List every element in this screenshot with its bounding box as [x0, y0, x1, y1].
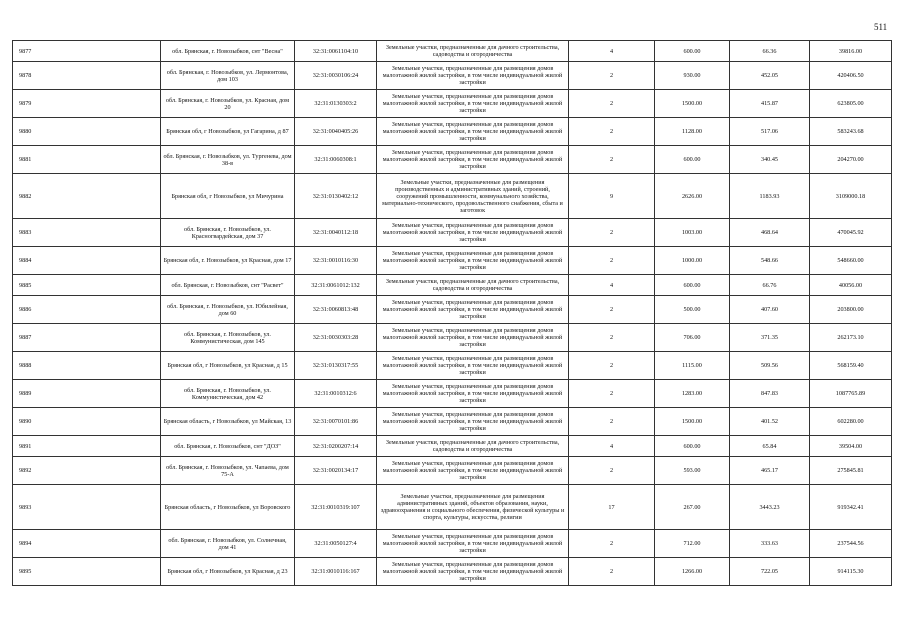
table-body: [13, 41, 892, 586]
row-number: 9878: [13, 62, 161, 90]
cadastral-value-cell: 40056.00: [810, 275, 892, 296]
land-use-cell: Земельные участки, предназначенные для размещения домов малоэтажной жилой застройки, в том числе индивидуальной жилой застройки: [377, 352, 569, 380]
row-number: 9889: [13, 380, 161, 408]
table-row: [13, 324, 892, 352]
land-use-cell: Земельные участки, предназначенные для размещения домов малоэтажной жилой застройки, в том числе индивидуальной жилой застройки: [377, 296, 569, 324]
cadastral-number-cell: 32:31:0010116:167: [295, 558, 377, 586]
rate-cell: 847.83: [730, 380, 810, 408]
address-cell: обл. Брянская, г. Новозыбков, ул. Тургенева, дом 38-в: [161, 146, 295, 174]
cadastral-value-cell: 623805.00: [810, 90, 892, 118]
rate-cell: 517.06: [730, 118, 810, 146]
cadastral-number-cell: 32:31:0200207:14: [295, 436, 377, 457]
cadastral-number-cell: 32:31:0030106:24: [295, 62, 377, 90]
group-cell: 4: [569, 436, 655, 457]
cadastral-number-cell: 32:31:0060308:1: [295, 146, 377, 174]
cadastral-value-cell: 237544.56: [810, 530, 892, 558]
address-cell: Брянская обл, г Новозыбков, ул Гагарина, д 87: [161, 118, 295, 146]
row-number: 9891: [13, 436, 161, 457]
area-cell: 593.00: [655, 457, 730, 485]
row-number: 9884: [13, 247, 161, 275]
table-row: [13, 146, 892, 174]
address-cell: Брянская обл, г Новозыбков, ул Мичурина: [161, 174, 295, 219]
row-number: 9882: [13, 174, 161, 219]
cadastral-number-cell: 32:31:0061012:132: [295, 275, 377, 296]
group-cell: 2: [569, 530, 655, 558]
address-cell: обл. Брянская, г. Новозыбков, ул. Красная, дом 20: [161, 90, 295, 118]
cadastral-value-cell: 204270.00: [810, 146, 892, 174]
rate-cell: 340.45: [730, 146, 810, 174]
area-cell: 1000.00: [655, 247, 730, 275]
row-number: 9892: [13, 457, 161, 485]
row-number: 9888: [13, 352, 161, 380]
rate-cell: 548.66: [730, 247, 810, 275]
row-number: 9895: [13, 558, 161, 586]
address-cell: Брянская обл, г Новозыбков, ул Красная, д 15: [161, 352, 295, 380]
rate-cell: 66.76: [730, 275, 810, 296]
table-row: [13, 352, 892, 380]
rate-cell: 722.05: [730, 558, 810, 586]
address-cell: обл. Брянская, г. Новозыбков, ул. Чапаева, дом 75-А: [161, 457, 295, 485]
land-use-cell: Земельные участки, предназначенные для размещения домов малоэтажной жилой застройки, в том числе индивидуальной жилой застройки: [377, 62, 569, 90]
table-row: [13, 41, 892, 62]
table-row: [13, 62, 892, 90]
address-cell: обл. Брянская, г. Новозыбков, ул. Солнечная, дом 41: [161, 530, 295, 558]
cadastral-number-cell: 32:31:0010312:6: [295, 380, 377, 408]
group-cell: 4: [569, 41, 655, 62]
cadastral-value-cell: 39504.00: [810, 436, 892, 457]
group-cell: 2: [569, 324, 655, 352]
address-cell: обл. Брянская, г. Новозыбков, ул. Лермонтова, дом 103: [161, 62, 295, 90]
table-row: [13, 380, 892, 408]
address-cell: обл. Брянская, г. Новозыбков, ул. Коммунистическая, дом 145: [161, 324, 295, 352]
area-cell: 706.00: [655, 324, 730, 352]
area-cell: 1500.00: [655, 408, 730, 436]
area-cell: 600.00: [655, 146, 730, 174]
cadastral-number-cell: 32:31:0130303:2: [295, 90, 377, 118]
land-use-cell: Земельные участки, предназначенные для размещения производственных и административных зданий, строений, сооружений промышленности, коммунального хозяйства, материально-технического, продовольственного снабжения, сбыта и заготовок: [377, 174, 569, 219]
group-cell: 2: [569, 90, 655, 118]
land-use-cell: Земельные участки, предназначенные для размещения домов малоэтажной жилой застройки, в том числе индивидуальной жилой застройки: [377, 324, 569, 352]
row-number: 9881: [13, 146, 161, 174]
group-cell: 2: [569, 118, 655, 146]
land-use-cell: Земельные участки, предназначенные для дачного строительства, садоводства и огородничества: [377, 275, 569, 296]
area-cell: 267.00: [655, 485, 730, 530]
cadastral-number-cell: 32:31:0020134:17: [295, 457, 377, 485]
address-cell: Брянская область, г Новозыбков, ул Воровского: [161, 485, 295, 530]
group-cell: 2: [569, 457, 655, 485]
cadastral-value-cell: 548660.00: [810, 247, 892, 275]
land-use-cell: Земельные участки, предназначенные для размещения домов малоэтажной жилой застройки, в том числе индивидуальной жилой застройки: [377, 380, 569, 408]
cadastral-table: [12, 40, 892, 586]
rate-cell: 371.35: [730, 324, 810, 352]
cadastral-number-cell: 32:31:0050127:4: [295, 530, 377, 558]
row-number: 9877: [13, 41, 161, 62]
group-cell: 2: [569, 558, 655, 586]
cadastral-value-cell: 919342.41: [810, 485, 892, 530]
group-cell: 4: [569, 275, 655, 296]
cadastral-value-cell: 1087765.89: [810, 380, 892, 408]
cadastral-number-cell: 32:31:0061104:10: [295, 41, 377, 62]
cadastral-number-cell: 32:31:0040405:26: [295, 118, 377, 146]
table-row: [13, 296, 892, 324]
area-cell: 1003.00: [655, 219, 730, 247]
rate-cell: 452.05: [730, 62, 810, 90]
area-cell: 1266.00: [655, 558, 730, 586]
table-row: [13, 485, 892, 530]
land-use-cell: Земельные участки, предназначенные для размещения домов малоэтажной жилой застройки, в том числе индивидуальной жилой застройки: [377, 90, 569, 118]
row-number: 9886: [13, 296, 161, 324]
row-number: 9890: [13, 408, 161, 436]
table-row: [13, 118, 892, 146]
cadastral-number-cell: 32:31:0030303:28: [295, 324, 377, 352]
area-cell: 600.00: [655, 41, 730, 62]
area-cell: 600.00: [655, 275, 730, 296]
table-row: [13, 219, 892, 247]
cadastral-number-cell: 32:31:0130402:12: [295, 174, 377, 219]
area-cell: 1115.00: [655, 352, 730, 380]
cadastral-value-cell: 568159.40: [810, 352, 892, 380]
cadastral-value-cell: 583243.68: [810, 118, 892, 146]
table-row: [13, 174, 892, 219]
area-cell: 1128.00: [655, 118, 730, 146]
area-cell: 1500.00: [655, 90, 730, 118]
address-cell: обл. Брянская, г. Новозыбков, снт "Расвет": [161, 275, 295, 296]
rate-cell: 66.36: [730, 41, 810, 62]
cadastral-value-cell: 39816.00: [810, 41, 892, 62]
group-cell: 2: [569, 408, 655, 436]
table-row: [13, 558, 892, 586]
address-cell: обл. Брянская, г. Новозыбков, ул. Красногвардейская, дом 37: [161, 219, 295, 247]
table-row: [13, 530, 892, 558]
cadastral-value-cell: 275845.81: [810, 457, 892, 485]
row-number: 9883: [13, 219, 161, 247]
row-number: 9893: [13, 485, 161, 530]
area-cell: 2626.00: [655, 174, 730, 219]
group-cell: 17: [569, 485, 655, 530]
rate-cell: 1183.93: [730, 174, 810, 219]
land-use-cell: Земельные участки, предназначенные для размещения домов малоэтажной жилой застройки, в том числе индивидуальной жилой застройки: [377, 146, 569, 174]
row-number: 9885: [13, 275, 161, 296]
table-row: [13, 457, 892, 485]
address-cell: Брянская обл, г. Новозыбков, ул Красная, дом 17: [161, 247, 295, 275]
group-cell: 2: [569, 62, 655, 90]
rate-cell: 468.64: [730, 219, 810, 247]
table-row: [13, 247, 892, 275]
land-use-cell: Земельные участки, предназначенные для размещения домов малоэтажной жилой застройки, в том числе индивидуальной жилой застройки: [377, 558, 569, 586]
land-use-cell: Земельные участки, предназначенные для размещения домов малоэтажной жилой застройки, в том числе индивидуальной жилой застройки: [377, 118, 569, 146]
row-number: 9894: [13, 530, 161, 558]
cadastral-number-cell: 32:31:0040112:18: [295, 219, 377, 247]
address-cell: обл. Брянская, г. Новозыбков, ул. Коммунистическая, дом 42: [161, 380, 295, 408]
area-cell: 712.00: [655, 530, 730, 558]
land-use-cell: Земельные участки, предназначенные для размещения домов малоэтажной жилой застройки, в том числе индивидуальной жилой застройки: [377, 408, 569, 436]
rate-cell: 401.52: [730, 408, 810, 436]
group-cell: 2: [569, 352, 655, 380]
cadastral-value-cell: 470045.92: [810, 219, 892, 247]
rate-cell: 333.63: [730, 530, 810, 558]
cadastral-value-cell: 914115.30: [810, 558, 892, 586]
area-cell: 1283.00: [655, 380, 730, 408]
cadastral-number-cell: 32:31:0060813:48: [295, 296, 377, 324]
table-row: [13, 408, 892, 436]
address-cell: Брянская область, г Новозыбков, ул Майская, 13: [161, 408, 295, 436]
land-use-cell: Земельные участки, предназначенные для размещения домов малоэтажной жилой застройки, в том числе индивидуальной жилой застройки: [377, 247, 569, 275]
land-use-cell: Земельные участки, предназначенные для дачного строительства, садоводства и огородничества: [377, 41, 569, 62]
cadastral-value-cell: 602280.00: [810, 408, 892, 436]
rate-cell: 415.87: [730, 90, 810, 118]
address-cell: Брянская обл, г Новозыбков, ул Красная, д 23: [161, 558, 295, 586]
cadastral-number-cell: 32:31:0070101:86: [295, 408, 377, 436]
area-cell: 930.00: [655, 62, 730, 90]
rate-cell: 509.56: [730, 352, 810, 380]
area-cell: 500.00: [655, 296, 730, 324]
cadastral-value-cell: 3109000.18: [810, 174, 892, 219]
row-number: 9887: [13, 324, 161, 352]
area-cell: 600.00: [655, 436, 730, 457]
page-number: 511: [874, 22, 888, 32]
cadastral-value-cell: 203800.00: [810, 296, 892, 324]
address-cell: обл. Брянская, г. Новозыбков, ул. Юбилейная, дом 60: [161, 296, 295, 324]
table-row: [13, 436, 892, 457]
group-cell: 2: [569, 247, 655, 275]
land-use-cell: Земельные участки, предназначенные для дачного строительства, садоводства и огородничества: [377, 436, 569, 457]
group-cell: 2: [569, 146, 655, 174]
land-use-cell: Земельные участки, предназначенные для размещения домов малоэтажной жилой застройки, в том числе индивидуальной жилой застройки: [377, 530, 569, 558]
address-cell: обл. Брянская, г. Новозыбков, снт "ДОЗ": [161, 436, 295, 457]
rate-cell: 3443.23: [730, 485, 810, 530]
table-row: [13, 275, 892, 296]
row-number: 9880: [13, 118, 161, 146]
land-use-cell: Земельные участки, предназначенные для размещения домов малоэтажной жилой застройки, в том числе индивидуальной жилой застройки: [377, 457, 569, 485]
land-use-cell: Земельные участки, предназначенные для размещения домов малоэтажной жилой застройки, в том числе индивидуальной жилой застройки: [377, 219, 569, 247]
rate-cell: 65.84: [730, 436, 810, 457]
rate-cell: 407.60: [730, 296, 810, 324]
group-cell: 9: [569, 174, 655, 219]
cadastral-number-cell: 32:31:0130317:55: [295, 352, 377, 380]
group-cell: 2: [569, 219, 655, 247]
land-use-cell: Земельные участки, предназначенные для размещения административных зданий, объектов образования, науки, здравоохранения и социального обеспечения, физической культуры и спорта, культуры, искусства, религии: [377, 485, 569, 530]
cadastral-value-cell: 420406.50: [810, 62, 892, 90]
cadastral-value-cell: 262173.10: [810, 324, 892, 352]
rate-cell: 465.17: [730, 457, 810, 485]
table-row: [13, 90, 892, 118]
cadastral-number-cell: 32:31:0010319:107: [295, 485, 377, 530]
cadastral-number-cell: 32:31:0010116:30: [295, 247, 377, 275]
group-cell: 2: [569, 296, 655, 324]
address-cell: обл. Брянская, г. Новозыбков, снт "Весна": [161, 41, 295, 62]
row-number: 9879: [13, 90, 161, 118]
group-cell: 2: [569, 380, 655, 408]
